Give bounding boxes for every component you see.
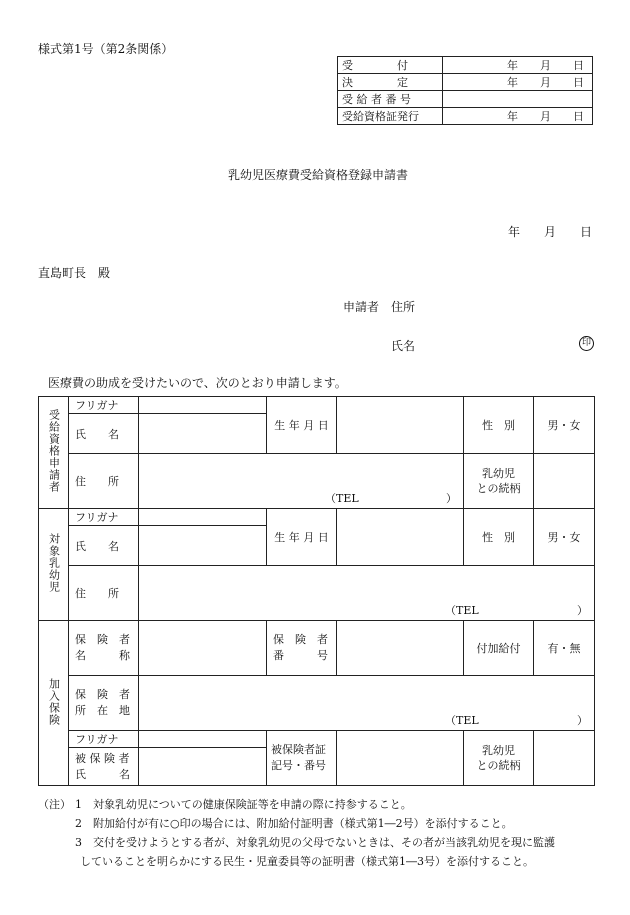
- recipient-number-value[interactable]: [443, 91, 593, 108]
- notes-header: （注）: [38, 798, 71, 811]
- insured-relationship-label: 乳幼児 との続柄: [464, 731, 534, 786]
- insurer-number-label: 保 険 者 番 号: [267, 621, 337, 676]
- insurer-name-label: 保 険 者 名 称: [69, 621, 139, 676]
- insured-name-label: 被 保 険 者 氏 名: [69, 748, 139, 786]
- child-tel-close: ）: [577, 604, 588, 617]
- applicant-name-field[interactable]: [139, 414, 267, 454]
- applicant-address-cell-label: 住 所: [69, 454, 139, 509]
- applicant-sex-options[interactable]: 男・女: [534, 397, 595, 454]
- certificate-issue-value[interactable]: 年 月 日: [443, 108, 593, 125]
- applicant-name-label-cell: 氏 名: [69, 414, 139, 454]
- applicant-address-field[interactable]: [139, 454, 464, 509]
- child-address-field[interactable]: [139, 566, 595, 621]
- applicant-address-label: 申請者 住所: [343, 300, 416, 314]
- application-table: [38, 396, 595, 786]
- page-title: 乳幼児医療費受給資格登録申請書: [228, 168, 409, 182]
- applicant-sex-label: 性 別: [464, 397, 534, 454]
- insured-relationship-field[interactable]: [534, 731, 595, 786]
- receipt-box: [337, 56, 593, 125]
- decision-value[interactable]: 年 月 日: [443, 74, 593, 91]
- certificate-issue-label: 受給資格証発行: [338, 108, 443, 125]
- receipt-label: 受 付: [338, 57, 443, 74]
- child-birthdate-label: 生 年 月 日: [267, 509, 337, 566]
- intro-text: 医療費の助成を受けたいので、次のとおり申請します。: [48, 376, 347, 390]
- note-2: 2 附加給付が有に○印の場合には、附加給付証明書（様式第1―2号）を添付すること。: [75, 817, 513, 830]
- note-3: 3 交付を受けようとする者が、対象乳幼児の父母でないときは、その者が当該乳幼児を現に監護: [75, 836, 555, 849]
- insurance-section-label: 加入保険: [39, 621, 69, 786]
- applicant-furigana-label: フリガナ: [69, 397, 139, 414]
- child-address-label: 住 所: [69, 566, 139, 621]
- insurer-tel-close: ）: [577, 714, 588, 727]
- additional-benefit-label: 付加給付: [464, 621, 534, 676]
- child-name-field[interactable]: [139, 526, 267, 566]
- application-date[interactable]: 年 月 日: [507, 225, 592, 239]
- seal-icon: 印: [579, 335, 594, 351]
- applicant-tel-open: （TEL: [325, 492, 359, 505]
- note-3-continued: していることを明らかにする民生・児童委員等の証明書（様式第1―3号）を添付すること。: [80, 855, 534, 868]
- insured-name-field[interactable]: [139, 748, 267, 786]
- insurer-address-field[interactable]: [139, 676, 595, 731]
- child-sex-label: 性 別: [464, 509, 534, 566]
- child-tel-open: （TEL: [445, 604, 479, 617]
- insurer-name-field[interactable]: [139, 621, 267, 676]
- addressee: 直島町長 殿: [38, 266, 111, 280]
- applicant-tel-close: ）: [446, 492, 457, 505]
- applicant-birthdate-field[interactable]: [337, 397, 464, 454]
- child-furigana-label: フリガナ: [69, 509, 139, 526]
- child-name-label: 氏 名: [69, 526, 139, 566]
- applicant-relationship-label: 乳幼児 との続柄: [464, 454, 534, 509]
- additional-benefit-options[interactable]: 有・無: [534, 621, 595, 676]
- insured-card-label: 被保険者証 記号・番号: [267, 731, 337, 786]
- child-sex-options[interactable]: 男・女: [534, 509, 595, 566]
- insurer-tel-open: （TEL: [445, 714, 479, 727]
- insured-furigana-field[interactable]: [139, 731, 267, 748]
- receipt-value[interactable]: 年 月 日: [443, 57, 593, 74]
- child-furigana-field[interactable]: [139, 509, 267, 526]
- applicant-name-label: 氏名: [391, 339, 416, 353]
- insurer-number-field[interactable]: [337, 621, 464, 676]
- note-1: 1 対象乳幼児についての健康保険証等を申請の際に持参すること。: [75, 798, 412, 811]
- child-birthdate-field[interactable]: [337, 509, 464, 566]
- applicant-birthdate-label: 生 年 月 日: [267, 397, 337, 454]
- child-section-label: 対象乳幼児: [39, 509, 69, 621]
- applicant-relationship-field[interactable]: [534, 454, 595, 509]
- insured-furigana-label: フリガナ: [69, 731, 139, 748]
- insured-card-field[interactable]: [337, 731, 464, 786]
- insurer-address-label: 保 険 者 所 在 地: [69, 676, 139, 731]
- decision-label: 決 定: [338, 74, 443, 91]
- applicant-furigana-field[interactable]: [139, 397, 267, 414]
- applicant-section-label: 受給資格申請者: [39, 397, 69, 509]
- recipient-number-label: 受 給 者 番 号: [338, 91, 443, 108]
- form-number: 様式第1号（第2条関係）: [38, 42, 174, 56]
